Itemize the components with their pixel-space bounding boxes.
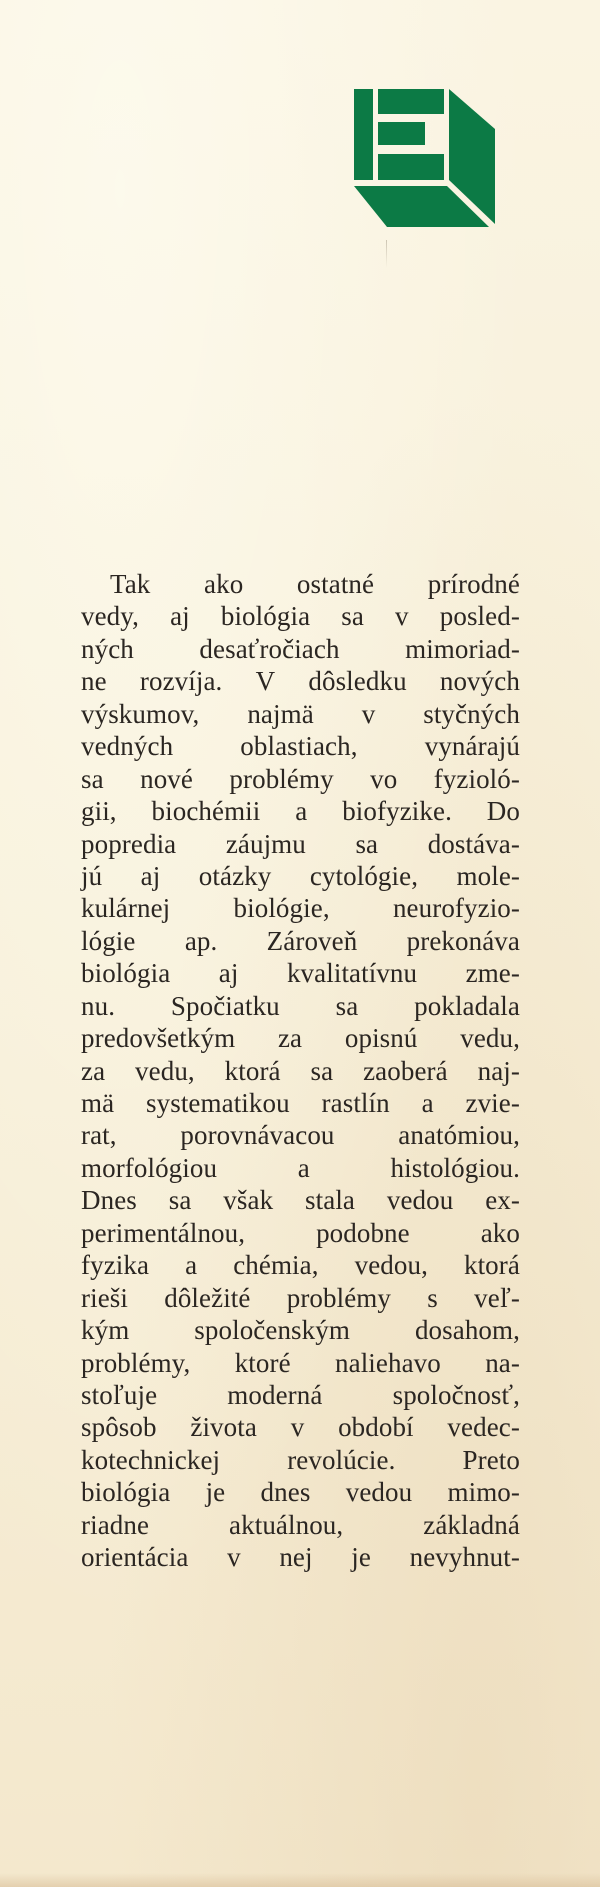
text-line: jú aj otázky cytológie, mole- — [81, 860, 520, 891]
text-line: rat, porovnávacou anatómiou, — [81, 1120, 520, 1151]
text-line: perimentálnou, podobne ako — [81, 1217, 520, 1248]
text-line: morfológiou a histológiou. — [81, 1152, 520, 1183]
publisher-logo — [352, 87, 498, 229]
text-line: riadne aktuálnou, základná — [81, 1509, 520, 1540]
text-line: výskumov, najmä v styčných — [81, 698, 520, 729]
text-line: lógie ap. Zároveň prekonáva — [81, 925, 520, 956]
text-line: kým spoločenským dosahom, — [81, 1315, 520, 1346]
paper-mark — [386, 240, 387, 268]
flap-text — [81, 568, 520, 1574]
text-line: Dnes sa však stala vedou ex- — [81, 1185, 520, 1216]
text-line: nu. Spočiatku sa pokladala — [81, 990, 520, 1021]
text-line: stoľuje moderná spoločnosť, — [81, 1379, 520, 1410]
text-line: biológia je dnes vedou mimo- — [81, 1477, 520, 1508]
text-line: mä systematikou rastlín a zvie- — [81, 1088, 520, 1118]
text-line: rieši dôležité problémy s veľ- — [81, 1282, 520, 1313]
text-line: kotechnickej revolúcie. Preto — [81, 1444, 520, 1475]
text-line: gii, biochémii a biofyzike. Do — [81, 796, 520, 827]
text-line: vedných oblastiach, vynárajú — [81, 731, 520, 762]
text-line: ných desaťročiach mimoriad- — [81, 633, 520, 664]
text-line: vedy, aj biológia sa v posled- — [81, 601, 520, 632]
text-line: biológia aj kvalitatívnu zme- — [81, 958, 520, 989]
text-line: predovšetkým za opisnú vedu, — [81, 1023, 520, 1054]
text-line: sa nové problémy vo fyzioló- — [81, 763, 520, 794]
text-line: popredia záujmu sa dostáva- — [81, 828, 520, 859]
text-line: za vedu, ktorá sa zaoberá naj- — [81, 1055, 520, 1086]
text-line: fyzika a chémia, vedou, ktorá — [81, 1250, 520, 1281]
text-line: orientácia v nej je nevyhnut- — [81, 1542, 520, 1573]
page-bottom-edge — [0, 1873, 600, 1887]
e-cube-logo-icon — [352, 87, 498, 229]
text-line: problémy, ktoré naliehavo na- — [81, 1347, 520, 1378]
text-line: ne rozvíja. V dôsledku nových — [81, 666, 520, 697]
text-line: kulárnej biológie, neurofyzio- — [81, 893, 520, 924]
text-line: spôsob života v období vedec- — [81, 1412, 520, 1443]
text-line: Tak ako ostatné prírodné — [110, 569, 520, 599]
